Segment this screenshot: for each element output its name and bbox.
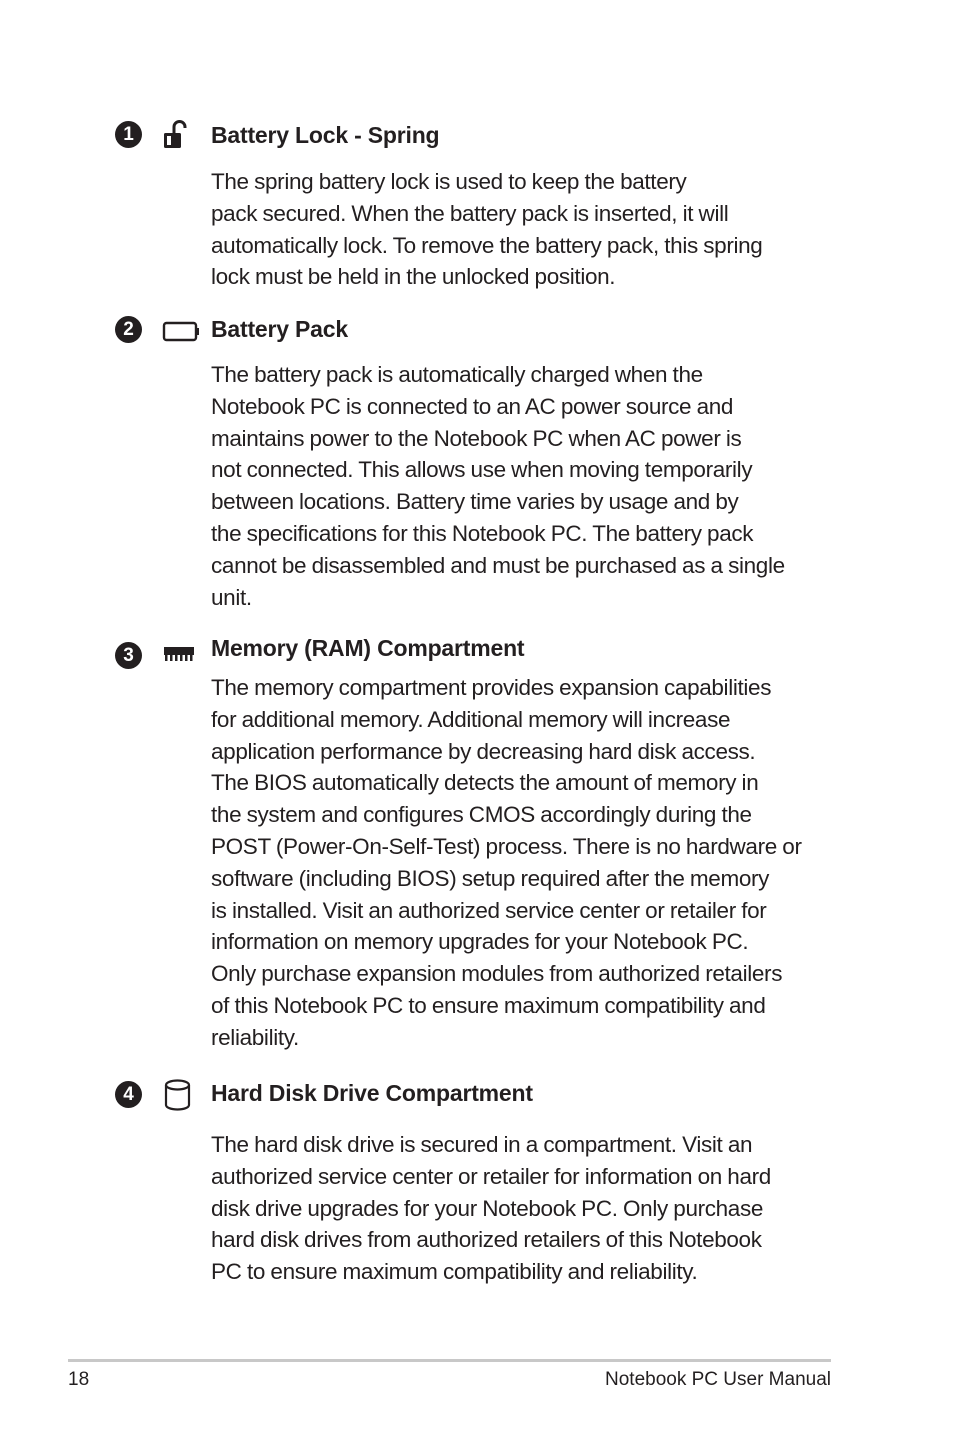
page-number: 18 [68, 1369, 90, 1390]
manual-title: Notebook PC User Manual [605, 1369, 831, 1390]
section-title: Memory (RAM) Compartment [211, 635, 525, 661]
body-line: unit. [211, 584, 252, 610]
body-line: lock must be held in the unlocked position. [211, 264, 616, 290]
section-number-badge: 4 [115, 1081, 142, 1108]
section-title: Battery Lock - Spring [211, 122, 440, 148]
body-line: The spring battery lock is used to keep the battery [211, 169, 687, 194]
body-line: the system and configures CMOS accordingly during the [211, 802, 752, 828]
body-line: The BIOS automatically detects the amount of memory in [211, 770, 759, 796]
section-body [211, 1129, 841, 1288]
section-body [211, 359, 841, 613]
body-line: of this Notebook PC to ensure maximum compatibility and [211, 992, 766, 1018]
body-line: the specifications for this Notebook PC. The battery pack [211, 520, 754, 546]
body-line: PC to ensure maximum compatibility and reliability. [211, 1259, 698, 1285]
hard-disk-icon [160, 1076, 200, 1110]
battery-icon [160, 314, 200, 348]
body-line: cannot be disassembled and must be purchased as a single [211, 552, 785, 578]
body-line: reliability. [211, 1024, 299, 1050]
unlock-icon [160, 118, 200, 152]
body-line: disk drive upgrades for your Notebook PC. Only purchase [211, 1195, 764, 1221]
section-number-badge: 2 [115, 316, 142, 343]
body-line: information on memory upgrades for your Notebook PC. [211, 929, 749, 955]
body-line: POST (Power-On-Self-Test) process. There is no hardware or [211, 833, 802, 859]
section-body [211, 672, 841, 1054]
section-number-badge: 1 [115, 121, 142, 148]
memory-module-icon [160, 636, 200, 670]
body-line: Only purchase expansion modules from authorized retailers [211, 961, 783, 987]
body-line: between locations. Battery time varies by usage and by [211, 489, 739, 515]
section-number-badge: 3 [115, 642, 142, 669]
body-line: is installed. Visit an authorized service center or retailer for [211, 897, 767, 923]
body-line: not connected. This allows use when moving temporarily [211, 457, 753, 483]
body-line: hard disk drives from authorized retailers of this Notebook [211, 1227, 762, 1253]
body-line: application performance by decreasing hard disk access. [211, 738, 756, 764]
body-line: pack secured. When the battery pack is inserted, it will [211, 200, 729, 226]
section-body [211, 166, 841, 293]
body-line: authorized service center or retailer for information on hard [211, 1163, 771, 1189]
body-line: maintains power to the Notebook PC when AC power is [211, 425, 742, 451]
footer-divider [68, 1359, 831, 1362]
body-line: The battery pack is automatically charged when the [211, 362, 703, 387]
body-line: automatically lock. To remove the battery pack, this spring [211, 232, 763, 258]
section-title: Hard Disk Drive Compartment [211, 1080, 533, 1106]
section-title: Battery Pack [211, 316, 348, 342]
body-line: Notebook PC is connected to an AC power source and [211, 393, 734, 419]
body-line: for additional memory. Additional memory will increase [211, 706, 731, 732]
body-line: The memory compartment provides expansion capabilities [211, 675, 772, 700]
body-line: The hard disk drive is secured in a compartment. Visit an [211, 1132, 753, 1157]
body-line: software (including BIOS) setup required after the memory [211, 865, 770, 891]
